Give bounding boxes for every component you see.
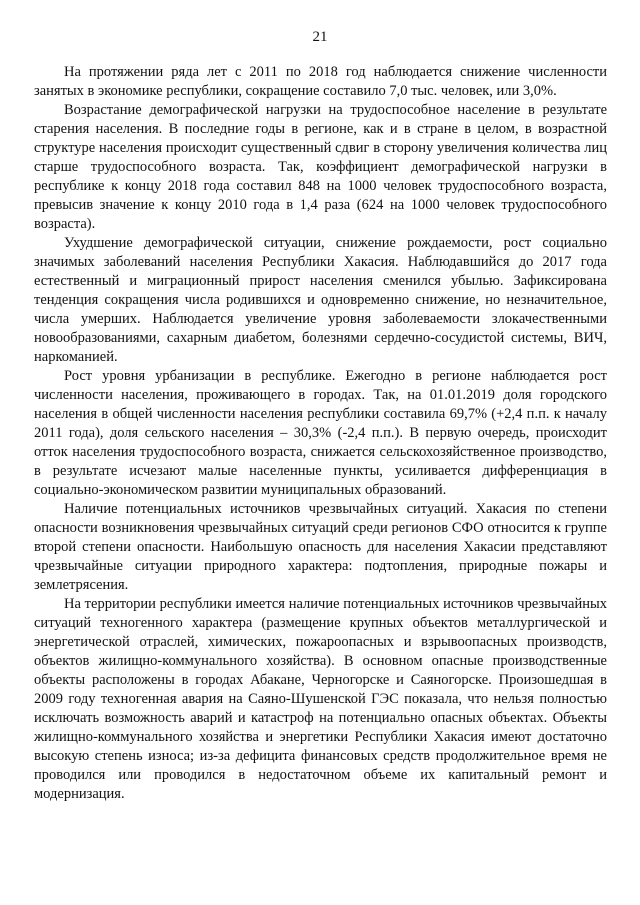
paragraph-demographic-situation: Ухудшение демографической ситуации, снижение рождаемости, рост социально значимых заболеваний населения Республики Хакасия. Наблюдавшийся до 2017 года естественный и миграционный прирост населения сменился убылью. Зафиксирована тенденция сокращения числа родившихся и одновременно снижение, но незначительное, числа умерших. Наблюдается увеличение уровня заболеваемости злокачественными новообразованиями, сахарным диабетом, болезнями сердечно-сосудистой системы, ВИЧ, наркоманией. [34,235,607,365]
page-number: 21 [312,29,328,45]
paragraph-demographic-load: Возрастание демографической нагрузки на трудоспособное население в результате старения населения. В последние годы в регионе, как и в стране в целом, в возрастной структуре населения происходит существенный сдвиг в сторону увеличения количества лиц старше трудоспособного возраста. Так, коэффициент демографической нагрузки в республике к концу 2018 года составил 848 на 1000 человек трудоспособного возраста, превысив значение к концу 2010 года в 1,4 раза (624 на 1000 человек трудоспособного возраста). [34,102,607,232]
paragraph-employment: На протяжении ряда лет с 2011 по 2018 год наблюдается снижение численности занятых в экономике республики, сокращение составило 7,0 тыс. человек, или 3,0%. [34,64,607,99]
paragraph-technogenic-risks: На территории республики имеется наличие потенциальных источников чрезвычайных ситуаций техногенного характера (размещение крупных объектов металлургической и энергетической отраслей, химических, пожароопасных и взрывоопасных производств, объектов жилищно-коммунального хозяйства). В основном опасные производственные объекты расположены в городах Абакане, Черногорске и Саяногорске. Произошедшая в 2009 году техногенная авария на Саяно-Шушенской ГЭС показала, что нельзя полностью исключать возможность аварий и катастроф на потенциально опасных объектах. Объекты жилищно-коммунального хозяйства и энергетики Республики Хакасия имеют достаточно высокую степень износа; из-за дефицита финансовых средств продолжительное время не проводился или проводился в недостаточном объеме их капитальный ремонт и модернизация. [34,596,607,802]
paragraph-emergency-sources: Наличие потенциальных источников чрезвычайных ситуаций. Хакасия по степени опасности возникновения чрезвычайных ситуаций среди регионов СФО относится к группе второй степени опасности. Наибольшую опасность для населения Хакасии представляют чрезвычайные ситуации природного характера: подтопления, природные пожары и землетрясения. [34,501,607,593]
page-body [34,63,607,804]
paragraph-urbanization: Рост уровня урбанизации в республике. Ежегодно в регионе наблюдается рост численности населения, проживающего в городах. Так, на 01.01.2019 доля городского населения в общей численности населения республики составила 69,7% (+2,4 п.п. к началу 2011 года), доля сельского населения – 30,3% (-2,4 п.п.). В первую очередь, происходит отток населения трудоспособного возраста, снижается сельскохозяйственное производство, в результате исчезают малые населенные пункты, усиливается дифференциация в социально-экономическом развитии муниципальных образований. [34,368,607,498]
